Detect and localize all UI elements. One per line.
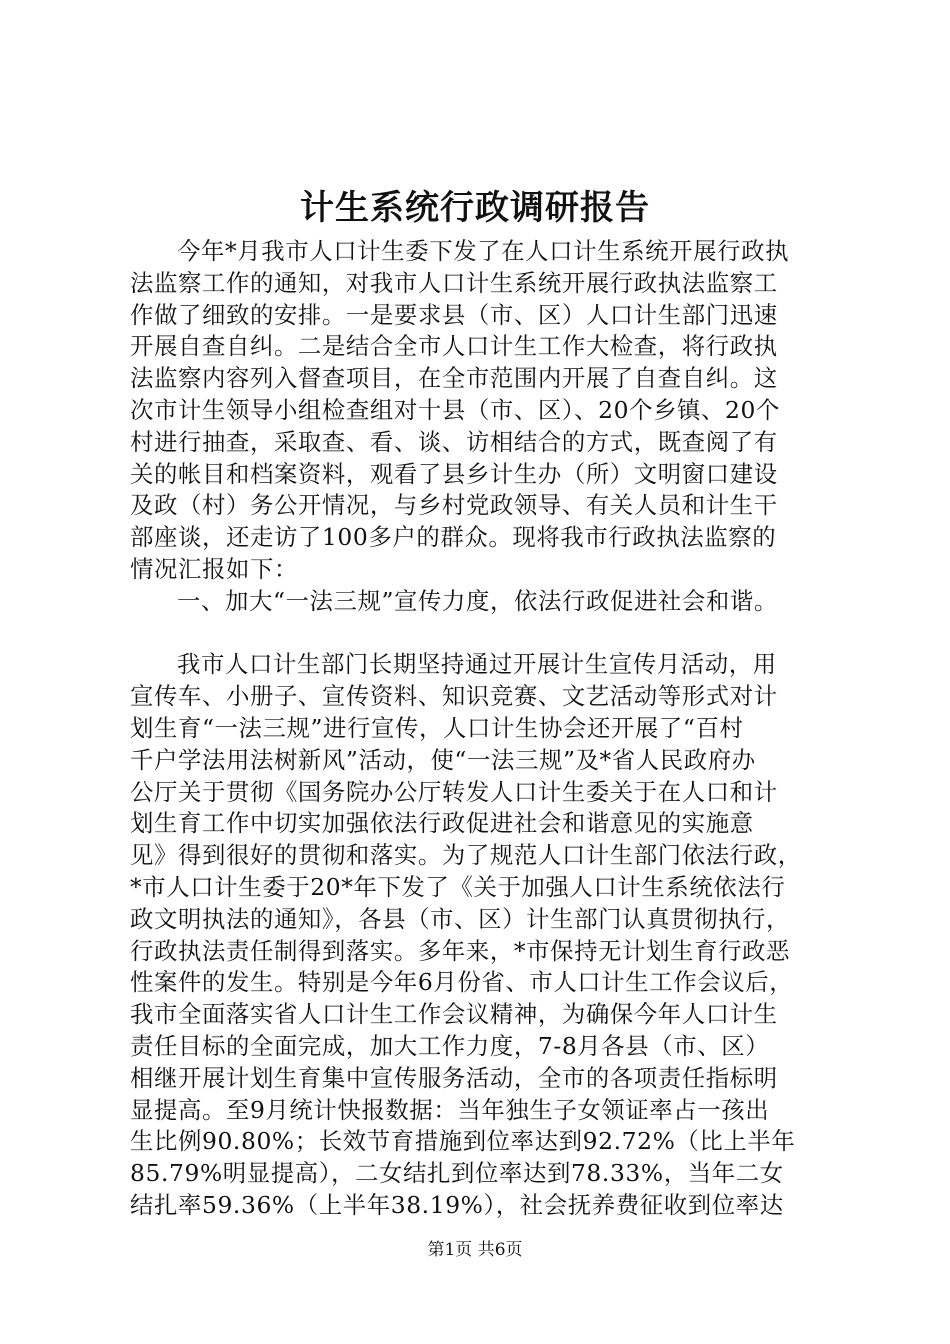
paragraph-1	[130, 236, 835, 586]
text-line: 部座谈，还走访了100多户的群众。现将我市行政执法监察的	[130, 523, 777, 552]
text-line: 生比例90.80%；长效节育措施到位率达到92.72%（比上半年	[130, 1127, 796, 1156]
text-line: 我市全面落实省人口计生工作会议精神，为确保今年人口计生	[130, 1000, 778, 1029]
section-heading: 一、加大“一法三规”宣传力度，依法行政促进社会和谐。	[177, 586, 778, 615]
paragraph-spacer	[130, 618, 835, 650]
text-line: 及政（村）务公开情况，与乡村党政领导、有关人员和计生干	[130, 491, 778, 520]
text-line: 关的帐目和档案资料，观看了县乡计生办（所）文明窗口建设	[130, 459, 778, 488]
text-line: 相继开展计划生育集中宣传服务活动，全市的各项责任指标明	[130, 1063, 778, 1092]
text-line: 作做了细致的安排。一是要求县（市、区）人口计生部门迅速	[130, 300, 778, 329]
document-title: 计生系统行政调研报告	[300, 188, 650, 228]
text-line: 见》得到很好的贯彻和落实。为了规范人口计生部门依法行政，	[130, 841, 802, 870]
text-line: 宣传车、小册子、宣传资料、知识竞赛、文艺活动等形式对计	[130, 682, 778, 711]
text-line: 次市计生领导小组检查组对十县（市、区）、20个乡镇、20个	[130, 395, 780, 424]
text-line: 今年*月我市人口计生委下发了在人口计生系统开展行政执	[177, 237, 790, 265]
text-line: 千户学法用法树新风”活动，使“一法三规”及*省人民政府办	[130, 745, 756, 774]
text-line: 85.79%明显提高），二女结扎到位率达到78.33%，当年二女	[130, 1159, 784, 1188]
text-line: 划生育工作中切实加强依法行政促进社会和谐意见的实施意	[130, 809, 754, 838]
text-line: 法监察工作的通知，对我市人口计生系统开展行政执法监察工	[130, 268, 778, 297]
text-line: *市人口计生委于20*年下发了《关于加强人口计生系统依法行	[130, 872, 786, 901]
text-line: 显提高。至9月统计快报数据：当年独生子女领证率占一孩出	[130, 1095, 770, 1124]
document-body	[130, 236, 835, 1222]
text-line: 我市人口计生部门长期坚持通过开展计生宣传月活动，用	[177, 650, 777, 679]
text-line: 责任目标的全面完成，加大工作力度，7-8月各县（市、区）	[130, 1031, 770, 1060]
text-line: 情况汇报如下：	[130, 554, 298, 583]
text-line: 行政执法责任制得到落实。多年来，*市保持无计划生育行政恶	[130, 936, 791, 965]
text-line: 结扎率59.36%（上半年38.19%），社会抚养费征收到位率达	[130, 1190, 784, 1219]
page-footer: 第1页 共6页	[427, 1240, 523, 1260]
text-line: 性案件的发生。特别是今年6月份省、市人口计生工作会议后，	[130, 968, 794, 997]
text-line: 政文明执法的通知》，各县（市、区）计生部门认真贯彻执行，	[130, 904, 791, 933]
text-line: 法监察内容列入督查项目，在全市范围内开展了自查自纠。这	[130, 364, 778, 393]
text-line: 公厅关于贯彻《国务院办公厅转发人口计生委关于在人口和计	[130, 777, 778, 806]
text-line: 划生育“一法三规”进行宣传，人口计生协会还开展了“百村	[130, 713, 744, 742]
text-line: 村进行抽查，采取查、看、谈、访相结合的方式，既查阅了有	[130, 427, 778, 456]
text-line: 开展自查自纠。二是结合全市人口计生工作大检查，将行政执	[130, 332, 778, 361]
paragraph-2	[130, 649, 835, 1221]
